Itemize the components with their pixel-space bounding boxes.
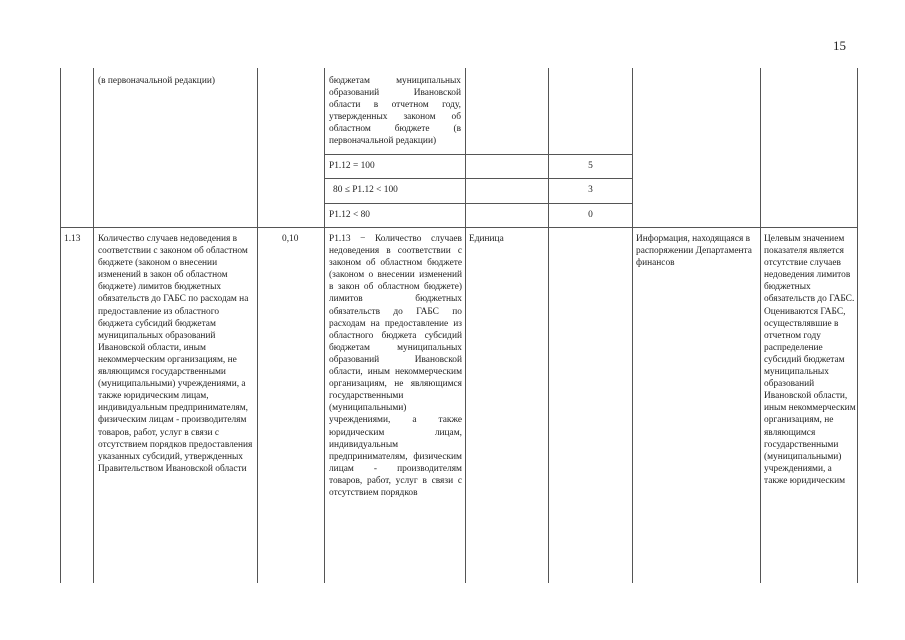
grid-line	[760, 68, 761, 583]
score-condition: P1.12 < 80	[329, 210, 370, 220]
unit-of-measure: Единица	[469, 234, 504, 244]
indicator-name-continuation: (в первоначальной редакции)	[98, 76, 215, 86]
comment: Целевым значением показателя является отсутствие случаев недоведения лимитов бюджетных обязательств до ГАБС. Оцениваются ГАБС, осуществлявшие в отчетном году распределение субсидий бюджетам муниципальных образований Ивановской области, иным некоммерческим организациям, не являющимся государственными (муниципальными) учреждениями, а также юридическим	[764, 234, 856, 486]
indicator-name: Количество случаев недоведения в соответствии с законом об областном бюджете (законом о внесении изменений в закон об областном бюджете) лимитов бюджетных обязательств до ГАБС по расходам на предоставление из областного бюджета субсидий бюджетам муниципальных образований Ивановской области, иным некоммерческим организациям, не являющимся государственными (муниципальными) учреждениями, а также юридическим лицам, индивидуальным предпринимателям, физическим лицам - производителям товаров, работ, услуг в связи с отсутствием порядков предоставления указанных субсидий, утвержденных Правительством Ивановской области	[98, 234, 253, 474]
score-value: 5	[588, 161, 593, 171]
indicator-formula: P1.13 − Количество случаев недоведения в соответствии с законом об областном бюджете (законом о внесении изменений в закон об областном бюджете) лимитов бюджетных обязательств до ГАБС по расходам на предоставление из областного бюджета субсидий бюджетам муниципальных образований Ивановской области, иным некоммерческим организациям, не являющимся государственными (муниципальными) учреждениями, а также юридическим лицам, индивидуальным предпринимателям, физическим лицам - производителям товаров, работ, услуг в связи с отсутствием порядков	[329, 234, 462, 498]
grid-line	[324, 203, 632, 204]
row-number: 1.13	[64, 234, 81, 244]
indicator-weight: 0,10	[282, 234, 299, 244]
score-value: 3	[588, 185, 593, 195]
page-number: 15	[833, 38, 846, 53]
grid-line	[60, 227, 857, 228]
data-source: Информация, находящаяся в распоряжении Департамента финансов	[636, 234, 752, 269]
grid-line	[857, 68, 858, 583]
grid-line	[93, 68, 94, 583]
grid-line	[324, 154, 632, 155]
grid-line	[324, 178, 632, 179]
grid-line	[548, 68, 549, 583]
score-value: 0	[588, 210, 593, 220]
grid-line	[60, 68, 61, 583]
grid-line	[632, 68, 633, 583]
grid-line	[465, 68, 466, 583]
score-condition: 80 ≤ P1.12 < 100	[333, 185, 398, 195]
grid-line	[257, 68, 258, 583]
score-condition: P1.12 = 100	[329, 161, 375, 171]
formula-continuation: бюджетам муниципальных образований Ивановской области в отчетном году, утвержденных законом об областном бюджете (в первоначальной редакции)	[329, 76, 461, 147]
grid-line	[324, 68, 325, 583]
